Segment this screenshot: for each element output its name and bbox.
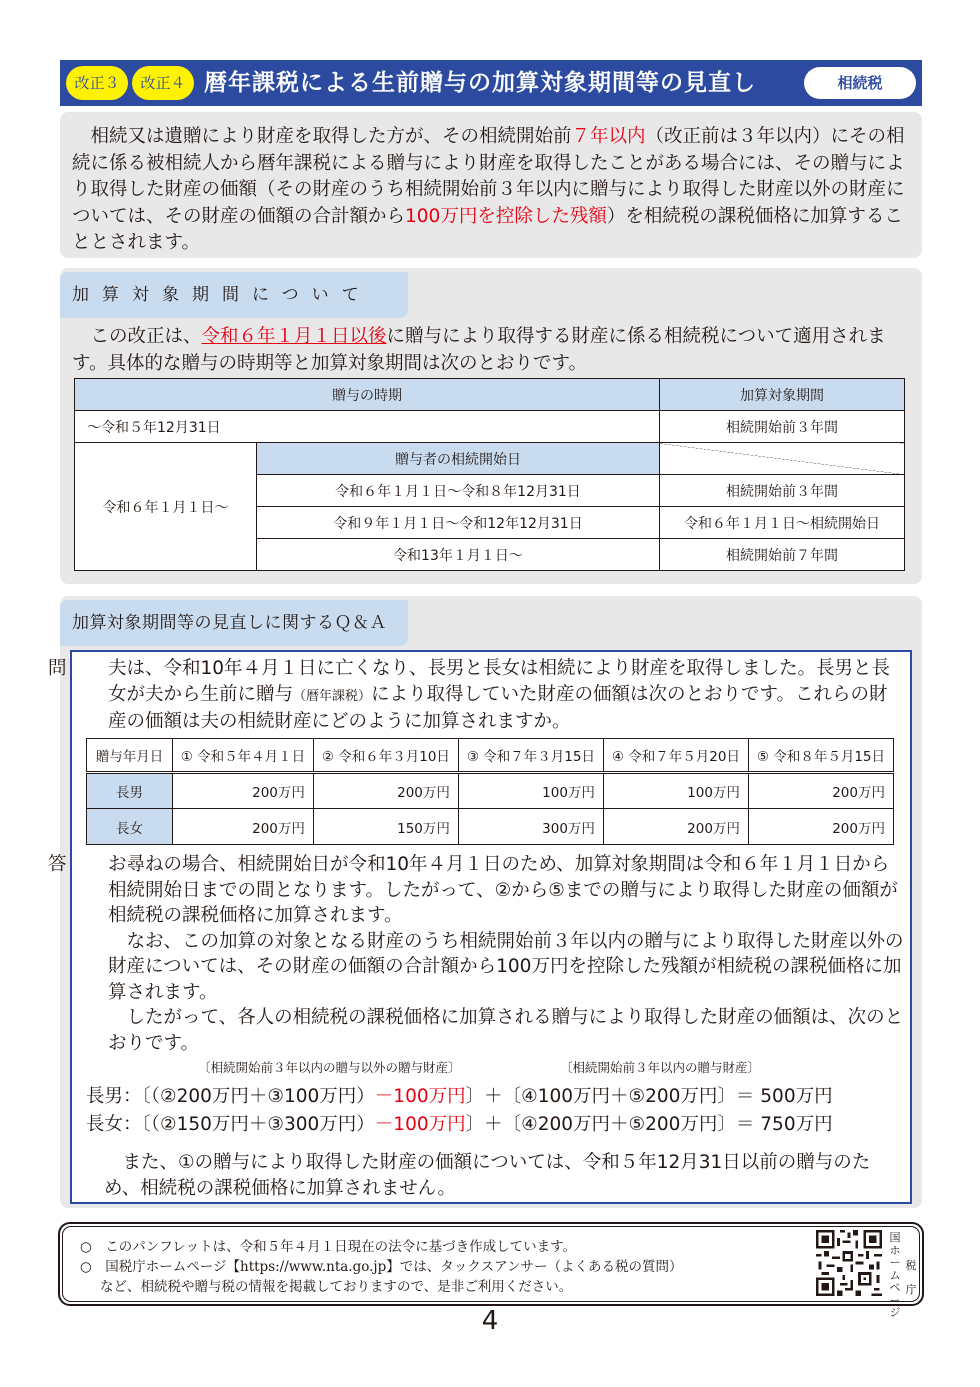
equation-caption-right: 〔相続開始前３年以内の贈与財産〕 (560, 1060, 761, 1075)
equation-eldest-daughter: 長女：〔（②150万円＋③300万円）－100万円〕＋〔④200万円＋⑤200万円〕＝ 750万円 (86, 1114, 833, 1135)
gift-table-cell: 100万円 (458, 773, 603, 809)
table-header-add-period: 加算対象期間 (659, 379, 904, 411)
table-cell-date: 令和９年１月１日～令和12年12月31日 (257, 507, 660, 539)
table-subheader-death-date: 贈与者の相続開始日 (257, 443, 660, 475)
table-cell-value: 相続開始前３年間 (659, 411, 904, 443)
equation-caption-left: 〔相続開始前３年以内の贈与以外の贈与財産〕 (198, 1060, 461, 1075)
gift-table-cell: 200万円 (748, 773, 893, 809)
gift-table-cell: 200万円 (313, 773, 458, 809)
qr-code-icon[interactable] (816, 1230, 882, 1296)
homepage-vertical-label: 国ホームページ (889, 1231, 901, 1319)
gift-table (86, 738, 894, 845)
section-heading-period: 加算対象期間について (60, 272, 408, 318)
footer-note: ○ このパンフレットは、令和５年４月１日現在の法令に基づき作成しています。 (80, 1239, 577, 1255)
table-cell-value: 相続開始前３年間 (659, 475, 904, 507)
table-cell-date: 令和６年１月１日～令和８年12月31日 (257, 475, 660, 507)
gift-table-cell: 200万円 (173, 773, 314, 809)
highlight-effective-date: 令和６年１月１日以後 (201, 326, 387, 347)
answer-paragraph: なお、この加算の対象となる財産のうち相続開始前３年以内の贈与により取得した財産以外の財産については、その財産の価額の合計額から100万円を控除した残額が相続税の課税価格に加算されます。 (108, 930, 904, 1003)
table-cell-period: 令和６年１月１日～ (75, 443, 257, 571)
answer-paragraph: したがって、各人の相続税の課税価格に加算される贈与により取得した財産の価額は、次のとおりです。 (108, 1007, 904, 1054)
tax-type-badge: 相続税 (804, 67, 916, 99)
table-cell-period: ～令和５年12月31日 (75, 411, 660, 443)
equation-deduction: －100万円 (374, 1114, 466, 1135)
period-paragraph: この改正は、令和６年１月１日以後に贈与により取得する財産に係る相続税について適用されます。具体的な贈与の時期等と加算対象期間は次のとおりです。 (72, 326, 886, 374)
gift-table-cell: 300万円 (458, 809, 603, 845)
gift-table-header-label: 贈与年月日 (87, 739, 173, 773)
gift-table-date: ④ 令和７年５月20日 (603, 739, 748, 773)
gift-table-cell: 200万円 (748, 809, 893, 845)
closing-paragraph: また、①の贈与により取得した財産の価額については、令和５年12月31日以前の贈与のため、相続税の課税価格に加算されません。 (104, 1152, 871, 1199)
answer-label: 答 (48, 854, 67, 875)
table-cell-empty-diagonal (659, 443, 904, 475)
highlight-seven-years: ７年以内 (571, 126, 646, 147)
table-cell-value: 令和６年１月１日～相続開始日 (659, 507, 904, 539)
gift-table-cell: 200万円 (603, 809, 748, 845)
gift-table-date: ② 令和６年３月10日 (313, 739, 458, 773)
nta-vertical-label: 税庁 (905, 1259, 917, 1296)
section-heading-qa: 加算対象期間等の見直しに関するＱ＆Ａ (60, 600, 408, 646)
footer-note: など、相続税や贈与税の情報を掲載しておりますので、是非ご利用ください。 (100, 1279, 573, 1295)
answer-text (48, 852, 906, 1056)
question-label: 問 (48, 658, 67, 679)
gift-table-cell: 200万円 (173, 809, 314, 845)
period-table (74, 378, 905, 571)
section-header-band (60, 60, 922, 106)
intro-paragraph: 相続又は遺贈により財産を取得した方が、その相続開始前７年以内（改正前は３年以内）にその相続に係る被相続人から暦年課税による贈与により財産を取得したことがある場合には、その贈与により取得した財産の価額（その財産のうち相続開始前３年以内に贈与により取得した財産以外の財産については、その財産の価額の合計額から100万円を控除した残額）を相続税の課税価格に加算することとされます。 (72, 126, 905, 253)
revision-tag-3: 改正３ (66, 66, 128, 100)
revision-tag-4: 改正４ (132, 66, 194, 100)
page-title: 暦年課税による生前贈与の加算対象期間等の見直し (204, 70, 756, 96)
page-number: 4 (481, 1306, 499, 1336)
table-cell-value: 相続開始前７年間 (659, 539, 904, 571)
equation-deduction: －100万円 (374, 1086, 466, 1107)
table-cell-date: 令和13年１月１日～ (257, 539, 660, 571)
gift-table-cell: 150万円 (313, 809, 458, 845)
table-header-gift-period: 贈与の時期 (75, 379, 660, 411)
gift-table-row-name: 長女 (87, 809, 173, 845)
footer-note: ○ 国税庁ホームページ【https://www.nta.go.jp】では、タックスアンサー（よくある税の質問） (80, 1259, 683, 1275)
gift-table-date: ③ 令和７年３月15日 (458, 739, 603, 773)
gift-table-date: ⑤ 令和８年５月15日 (748, 739, 893, 773)
gift-table-row-name: 長男 (87, 773, 173, 809)
equation-eldest-son: 長男：〔（②200万円＋③100万円）－100万円〕＋〔④100万円＋⑤200万円〕＝ 500万円 (86, 1086, 833, 1107)
gift-table-date: ① 令和５年４月１日 (173, 739, 314, 773)
answer-paragraph: 答 お尋ねの場合、相続開始日が令和10年４月１日のため、加算対象期間は令和６年１月１日から相続開始日までの間となります。したがって、②から⑤までの贈与により取得した財産の価額が相続税の課税価格に加算されます。 (48, 854, 898, 926)
question-text: 問 夫は、令和10年４月１日に亡くなり、長男と長女は相続により財産を取得しました。長男と長女が夫から生前に贈与（暦年課税）により取得していた財産の価額は次のとおりです。これらの財産の価額は夫の相続財産にどのように加算されますか。 (48, 658, 891, 732)
highlight-deduction: 100万円を控除した残額 (405, 205, 607, 227)
gift-table-cell: 100万円 (603, 773, 748, 809)
